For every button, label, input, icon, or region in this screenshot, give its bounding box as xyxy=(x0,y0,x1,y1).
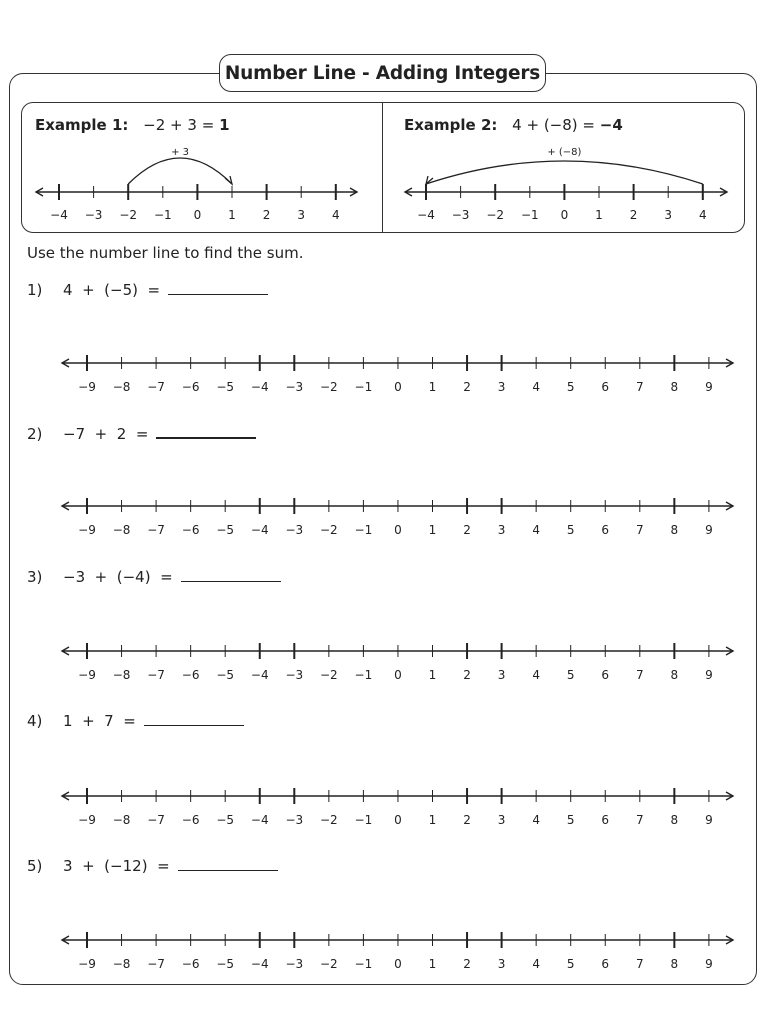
problem-2-number-line-tick-label: −8 xyxy=(112,523,131,537)
problem-3-number-line-tick-label: 6 xyxy=(601,668,610,682)
answer-blank[interactable] xyxy=(156,425,256,439)
example-1-tick-label: −1 xyxy=(153,208,172,222)
answer-blank[interactable] xyxy=(144,713,244,726)
problem-number: 4) xyxy=(27,712,43,730)
problem-4-number-line-tick-label: 4 xyxy=(532,813,540,827)
problem-3-number-line-tick-label: −8 xyxy=(112,668,131,682)
page-title: Number Line - Adding Integers xyxy=(219,54,546,92)
example-1-arc-label: + 3 xyxy=(171,147,190,158)
problem-2-number-line-tick-label: 6 xyxy=(601,523,610,537)
problem-3-number-line-tick-label: 1 xyxy=(428,668,437,682)
problem-1-number-line-tick-label: −1 xyxy=(354,380,373,394)
problem-3-number-line-tick-label: −5 xyxy=(216,668,235,682)
problem-1-number-line-tick-label: 4 xyxy=(532,380,540,394)
problem-2-number-line-tick-label: −7 xyxy=(147,523,165,537)
problem-expression: −3 + (−4) = xyxy=(63,568,173,586)
example-2-tick-label: −2 xyxy=(486,208,505,222)
problem-5-number-line-tick-label: 6 xyxy=(601,957,610,971)
problem-1 xyxy=(27,281,268,299)
problem-3-number-line-tick-label: 4 xyxy=(532,668,540,682)
problem-2-number-line-tick-label: −2 xyxy=(319,523,338,537)
problem-4-number-line-tick-label: −1 xyxy=(354,813,373,827)
problem-1-number-line-tick-label: −8 xyxy=(112,380,131,394)
problem-3-number-line-tick-label: −3 xyxy=(285,668,304,682)
problem-4-number-line-tick-label: 7 xyxy=(635,813,644,827)
problem-1-number-line-tick-label: −6 xyxy=(181,380,200,394)
problem-4-number-line-tick-label: 5 xyxy=(566,813,575,827)
problem-4-number-line-tick-label: −9 xyxy=(78,813,96,827)
problem-number: 1) xyxy=(27,281,43,299)
problem-3-number-line-tick-label: −4 xyxy=(250,668,269,682)
problem-5-number-line-tick-label: 0 xyxy=(394,957,402,971)
problem-3-number-line-tick-label: 3 xyxy=(497,668,506,682)
problem-4-number-line-tick-label: 8 xyxy=(670,813,679,827)
problem-2-number-line-tick-label: 0 xyxy=(394,523,402,537)
problem-5-number-line-tick-label: 3 xyxy=(497,957,506,971)
problem-5-number-line-tick-label: 2 xyxy=(463,957,471,971)
problem-2-number-line-tick-label: 3 xyxy=(497,523,506,537)
example-1-tick-label: 3 xyxy=(297,208,306,222)
problem-5-number-line-tick-label: 8 xyxy=(670,957,679,971)
problem-1-number-line-tick-label: −4 xyxy=(250,380,269,394)
problem-1-number-line-tick-label: −7 xyxy=(147,380,165,394)
problem-5-number-line-tick-label: 5 xyxy=(566,957,575,971)
problem-1-number-line-tick-label: 8 xyxy=(670,380,679,394)
problem-1-number-line-tick-label: −2 xyxy=(319,380,338,394)
problem-2-number-line-tick-label: 2 xyxy=(463,523,471,537)
problem-4-number-line-tick-label: 9 xyxy=(705,813,713,827)
problem-1-number-line-tick-label: −9 xyxy=(78,380,96,394)
answer-blank[interactable] xyxy=(181,569,281,582)
problem-2-number-line-tick-label: 4 xyxy=(532,523,540,537)
problem-3-number-line-tick-label: 5 xyxy=(566,668,575,682)
problem-3-number-line-tick-label: −7 xyxy=(147,668,165,682)
example-1-tick-label: −3 xyxy=(84,208,103,222)
problem-5-number-line-tick-label: −4 xyxy=(250,957,269,971)
example-1-tick-label: 0 xyxy=(193,208,202,222)
answer-blank[interactable] xyxy=(168,282,268,295)
problem-expression: 3 + (−12) = xyxy=(63,857,170,875)
problem-2-number-line-tick-label: 1 xyxy=(428,523,437,537)
problem-5-number-line-tick-label: 1 xyxy=(428,957,437,971)
problem-5-number-line-tick-label: −7 xyxy=(147,957,165,971)
problem-4-number-line-tick-label: −8 xyxy=(112,813,131,827)
example-2-tick-label: −1 xyxy=(520,208,539,222)
problem-4-number-line-tick-label: −7 xyxy=(147,813,165,827)
example-1-tick-label: 1 xyxy=(228,208,236,222)
problem-1-number-line-tick-label: 0 xyxy=(394,380,402,394)
problem-1-number-line-tick-label: 1 xyxy=(428,380,437,394)
problem-5 xyxy=(27,857,278,875)
problem-3-number-line-tick-label: −9 xyxy=(78,668,96,682)
problem-4-number-line-tick-label: −5 xyxy=(216,813,235,827)
problem-1-number-line-tick-label: 3 xyxy=(497,380,506,394)
problem-5-number-line-tick-label: −3 xyxy=(285,957,304,971)
example-2-answer: −4 xyxy=(599,116,623,134)
problem-3 xyxy=(27,568,281,586)
problem-2-number-line-tick-label: 7 xyxy=(635,523,644,537)
problem-2-number-line-tick-label: −6 xyxy=(181,523,200,537)
example-1-label: Example 1: xyxy=(35,116,129,134)
problem-5-number-line-tick-label: 9 xyxy=(705,957,713,971)
example-2-tick-label: 2 xyxy=(629,208,638,222)
problem-number: 3) xyxy=(27,568,43,586)
problem-3-number-line-tick-label: 0 xyxy=(394,668,402,682)
problem-1-number-line-tick-label: 2 xyxy=(463,380,471,394)
problem-2 xyxy=(27,425,256,443)
problem-5-number-line-tick-label: −8 xyxy=(112,957,131,971)
problem-2-number-line-tick-label: 5 xyxy=(566,523,575,537)
problem-4-number-line-tick-label: 3 xyxy=(497,813,506,827)
problem-2-number-line-tick-label: −9 xyxy=(78,523,96,537)
problem-3-number-line-tick-label: −1 xyxy=(354,668,373,682)
problem-2-number-line-tick-label: −3 xyxy=(285,523,304,537)
problem-4-number-line-tick-label: −2 xyxy=(319,813,338,827)
problem-number: 5) xyxy=(27,857,43,875)
example-2-expression: 4 + (−8) = xyxy=(512,116,595,134)
problem-2-number-line-tick-label: 9 xyxy=(705,523,713,537)
problem-2-number-line-tick-label: −4 xyxy=(250,523,269,537)
problem-5-number-line-tick-label: −9 xyxy=(78,957,96,971)
problem-4-number-line-tick-label: −4 xyxy=(250,813,269,827)
problem-3-number-line-tick-label: −2 xyxy=(319,668,338,682)
problem-4-number-line-tick-label: 2 xyxy=(463,813,471,827)
problem-2-number-line-tick-label: −5 xyxy=(216,523,235,537)
problem-1-number-line-tick-label: 6 xyxy=(601,380,610,394)
problem-1-number-line-tick-label: 5 xyxy=(566,380,575,394)
problem-3-number-line-tick-label: 8 xyxy=(670,668,679,682)
problem-1-number-line-tick-label: −5 xyxy=(216,380,235,394)
problem-expression: 1 + 7 = xyxy=(63,712,136,730)
problem-1-number-line-tick-label: 9 xyxy=(705,380,713,394)
example-2-tick-label: −3 xyxy=(451,208,470,222)
problem-3-number-line-tick-label: 7 xyxy=(635,668,644,682)
problem-expression: −7 + 2 = xyxy=(63,425,149,443)
example-1-tick-label: 2 xyxy=(262,208,271,222)
problem-1-number-line-tick-label: −3 xyxy=(285,380,304,394)
example-2-tick-label: 0 xyxy=(560,208,569,222)
problem-5-number-line-tick-label: −2 xyxy=(319,957,338,971)
problem-2-number-line-tick-label: 8 xyxy=(670,523,679,537)
example-2-arc-label: + (−8) xyxy=(547,147,582,158)
problem-3-number-line-tick-label: 9 xyxy=(705,668,713,682)
example-2-tick-label: 4 xyxy=(698,208,707,222)
problem-5-number-line-tick-label: −5 xyxy=(216,957,235,971)
example-2-tick-label: −4 xyxy=(417,208,435,222)
problem-3-number-line-tick-label: 2 xyxy=(463,668,471,682)
example-1-tick-label: 4 xyxy=(331,208,340,222)
problem-5-number-line-tick-label: −6 xyxy=(181,957,200,971)
problem-3-number-line-tick-label: −6 xyxy=(181,668,200,682)
problem-5-number-line-tick-label: 7 xyxy=(635,957,644,971)
problem-5-number-line-tick-label: −1 xyxy=(354,957,373,971)
instructions: Use the number line to find the sum. xyxy=(27,244,304,262)
example-1-tick-label: −4 xyxy=(50,208,68,222)
problem-5-number-line-tick-label: 4 xyxy=(532,957,540,971)
problem-expression: 4 + (−5) = xyxy=(63,281,161,299)
example-1-tick-label: −2 xyxy=(119,208,138,222)
example-2-arc xyxy=(426,161,703,184)
example-1-expression: −2 + 3 = xyxy=(143,116,215,134)
example-2-tick-label: 1 xyxy=(595,208,603,222)
example-2-label: Example 2: xyxy=(404,116,498,134)
example-1-arc xyxy=(128,158,232,184)
problem-4-number-line-tick-label: −6 xyxy=(181,813,200,827)
problem-1-number-line-tick-label: 7 xyxy=(635,380,644,394)
problem-4-number-line-tick-label: 6 xyxy=(601,813,610,827)
problem-2-number-line-tick-label: −1 xyxy=(354,523,373,537)
problem-4 xyxy=(27,712,244,730)
problem-number: 2) xyxy=(27,425,43,443)
example-1-answer: 1 xyxy=(219,116,230,134)
problem-4-number-line-tick-label: 1 xyxy=(428,813,437,827)
answer-blank[interactable] xyxy=(178,858,278,871)
example-2-tick-label: 3 xyxy=(664,208,673,222)
problem-4-number-line-tick-label: 0 xyxy=(394,813,402,827)
problem-4-number-line-tick-label: −3 xyxy=(285,813,304,827)
